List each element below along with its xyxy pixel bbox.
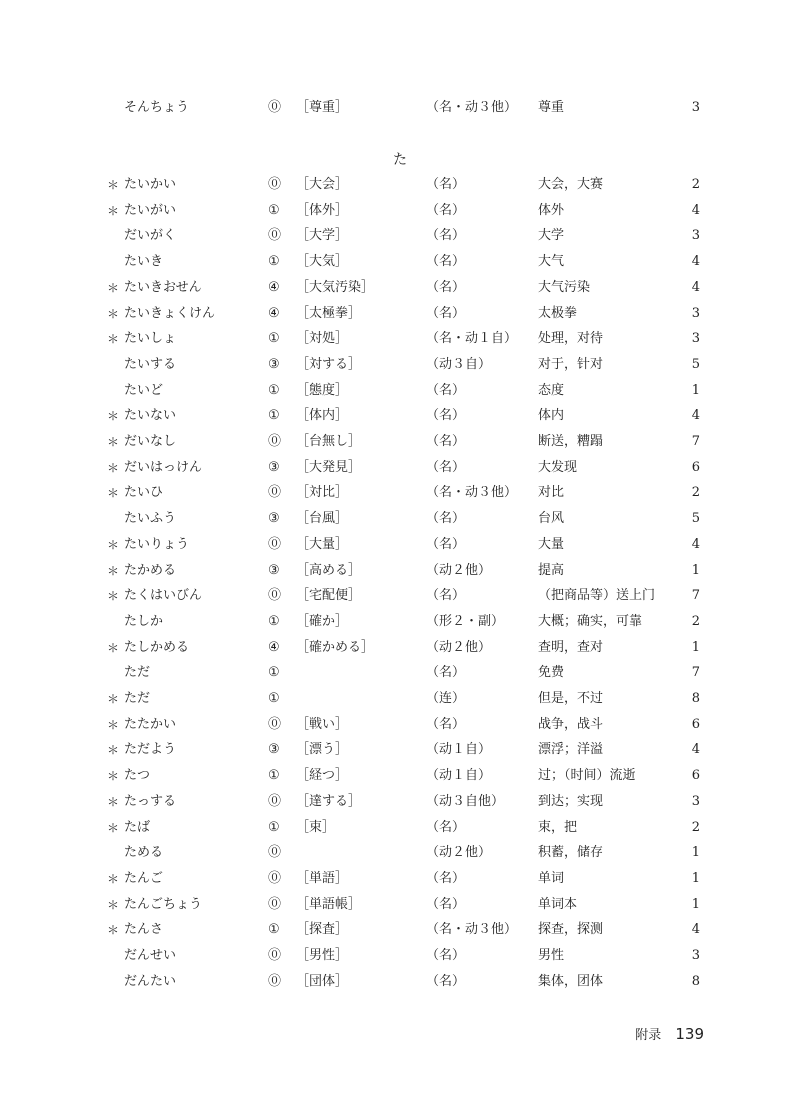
new-word-mark: ＊ bbox=[107, 486, 120, 500]
entry-accent: ⓪ bbox=[268, 100, 282, 115]
new-word-mark: ＊ bbox=[107, 307, 120, 321]
entry-accent: ① bbox=[268, 820, 280, 835]
vocab-entry bbox=[0, 480, 800, 506]
vocab-entry bbox=[0, 737, 800, 763]
entry-part-of-speech: （名） bbox=[426, 280, 466, 295]
entry-reading: だいはっけん bbox=[124, 460, 203, 475]
entry-accent: ① bbox=[268, 614, 280, 629]
vocab-entry bbox=[0, 840, 800, 866]
entry-reading: だいなし bbox=[124, 434, 177, 449]
entry-kanji: ［対処］ bbox=[296, 331, 349, 346]
vocab-entry bbox=[0, 583, 800, 609]
entry-kanji: ［達する］ bbox=[296, 794, 362, 809]
entry-part-of-speech: （名・动３他） bbox=[426, 100, 518, 115]
page-footer bbox=[635, 1024, 704, 1046]
vocab-entry bbox=[0, 943, 800, 969]
page-number: 139 bbox=[675, 1025, 704, 1043]
entry-part-of-speech: （名・动３他） bbox=[426, 485, 518, 500]
entry-reading: たしか bbox=[124, 614, 164, 629]
entry-reading: たいひ bbox=[124, 485, 164, 500]
entry-part-of-speech: （名） bbox=[426, 717, 466, 732]
entry-reading: そんちょう bbox=[124, 100, 190, 115]
entry-kanji: ［探査］ bbox=[296, 922, 349, 937]
entry-accent: ⓪ bbox=[268, 871, 282, 886]
entry-accent: ① bbox=[268, 331, 280, 346]
entry-lesson-number: 2 bbox=[691, 614, 700, 629]
new-word-mark: ＊ bbox=[107, 409, 120, 423]
entry-part-of-speech: （动２他） bbox=[426, 845, 492, 860]
entry-accent: ① bbox=[268, 383, 280, 398]
entry-kanji: ［台風］ bbox=[296, 511, 349, 526]
entry-accent: ⓪ bbox=[268, 794, 282, 809]
entry-meaning: 但是，不过 bbox=[538, 691, 604, 706]
vocab-entry bbox=[0, 635, 800, 661]
entry-kanji: ［戦い］ bbox=[296, 717, 349, 732]
new-word-mark: ＊ bbox=[107, 692, 120, 706]
entry-accent: ⓪ bbox=[268, 228, 282, 243]
entry-kanji: ［束］ bbox=[296, 820, 336, 835]
entry-lesson-number: 3 bbox=[691, 228, 700, 243]
entry-part-of-speech: （名） bbox=[426, 383, 466, 398]
entry-lesson-number: 1 bbox=[691, 897, 700, 912]
entry-accent: ⓪ bbox=[268, 177, 282, 192]
entry-meaning: 集体，团体 bbox=[538, 974, 604, 989]
new-word-mark: ＊ bbox=[107, 821, 120, 835]
vocab-entry bbox=[0, 429, 800, 455]
entry-kanji: ［漂う］ bbox=[296, 742, 349, 757]
entry-kanji: ［体外］ bbox=[296, 203, 349, 218]
entry-part-of-speech: （动２他） bbox=[426, 640, 492, 655]
entry-lesson-number: 7 bbox=[691, 434, 700, 449]
entry-kanji: ［大発見］ bbox=[296, 460, 362, 475]
entry-meaning: 大气污染 bbox=[538, 280, 591, 295]
vocab-entry bbox=[0, 917, 800, 943]
new-word-mark: ＊ bbox=[107, 641, 120, 655]
entry-part-of-speech: （名） bbox=[426, 434, 466, 449]
entry-lesson-number: 8 bbox=[691, 974, 700, 989]
entry-part-of-speech: （名） bbox=[426, 408, 466, 423]
vocab-entry bbox=[0, 198, 800, 224]
entry-accent: ① bbox=[268, 408, 280, 423]
vocab-entry bbox=[0, 558, 800, 584]
vocab-entry bbox=[0, 301, 800, 327]
entry-reading: たいりょう bbox=[124, 537, 190, 552]
entry-kanji: ［体内］ bbox=[296, 408, 349, 423]
entry-lesson-number: 4 bbox=[691, 254, 700, 269]
entry-meaning: 大概；确实，可靠 bbox=[538, 614, 643, 629]
vocab-entry bbox=[0, 275, 800, 301]
vocab-entry bbox=[0, 326, 800, 352]
entry-meaning: 断送，糟蹋 bbox=[538, 434, 604, 449]
entry-kanji: ［確かめる］ bbox=[296, 640, 375, 655]
entry-reading: たいきおせん bbox=[124, 280, 202, 295]
entry-reading: たいかい bbox=[124, 177, 177, 192]
entry-meaning: 对于，针对 bbox=[538, 357, 604, 372]
entry-kanji: ［台無し］ bbox=[296, 434, 362, 449]
new-word-mark: ＊ bbox=[107, 564, 120, 578]
entry-reading: だんたい bbox=[124, 974, 177, 989]
entry-meaning: 查明，查对 bbox=[538, 640, 604, 655]
vocab-entry bbox=[0, 532, 800, 558]
entry-meaning: 太极拳 bbox=[538, 306, 578, 321]
entry-reading: ただ bbox=[124, 691, 151, 706]
entry-accent: ⓪ bbox=[268, 845, 282, 860]
entry-kanji: ［宅配便］ bbox=[296, 588, 362, 603]
vocab-entry bbox=[0, 969, 800, 995]
vocab-entry bbox=[0, 866, 800, 892]
entry-part-of-speech: （动３自他） bbox=[426, 794, 505, 809]
entry-lesson-number: 3 bbox=[691, 306, 700, 321]
vocab-entry bbox=[0, 660, 800, 686]
entry-meaning: 处理，对待 bbox=[538, 331, 604, 346]
entry-lesson-number: 4 bbox=[691, 203, 700, 218]
entry-lesson-number: 1 bbox=[691, 383, 700, 398]
entry-accent: ① bbox=[268, 922, 280, 937]
entry-accent: ④ bbox=[268, 640, 280, 655]
entry-part-of-speech: （名） bbox=[426, 203, 466, 218]
entry-reading: たいする bbox=[124, 357, 177, 372]
entry-reading: たいない bbox=[124, 408, 177, 423]
entry-kanji: ［太極拳］ bbox=[296, 306, 362, 321]
entry-lesson-number: 2 bbox=[691, 177, 700, 192]
entry-part-of-speech: （动３自） bbox=[426, 357, 492, 372]
entry-meaning: 积蓄，储存 bbox=[538, 845, 604, 860]
entry-lesson-number: 1 bbox=[691, 563, 700, 578]
entry-lesson-number: 1 bbox=[691, 845, 700, 860]
entry-kanji: ［態度］ bbox=[296, 383, 349, 398]
vocab-entry bbox=[0, 378, 800, 404]
entry-accent: ③ bbox=[268, 742, 280, 757]
entry-meaning: 探查，探测 bbox=[538, 922, 604, 937]
entry-part-of-speech: （动２他） bbox=[426, 563, 492, 578]
entry-kanji: ［団体］ bbox=[296, 974, 349, 989]
entry-meaning: 台风 bbox=[538, 511, 565, 526]
vocab-entry bbox=[0, 712, 800, 738]
vocab-entry bbox=[0, 609, 800, 635]
entry-kanji: ［経つ］ bbox=[296, 768, 349, 783]
entry-meaning: 免费 bbox=[538, 665, 565, 680]
entry-reading: たいがい bbox=[124, 203, 177, 218]
entry-meaning: 漂浮；洋溢 bbox=[538, 742, 604, 757]
entry-kanji: ［尊重］ bbox=[296, 100, 349, 115]
entry-kanji: ［対比］ bbox=[296, 485, 349, 500]
vocab-entry bbox=[0, 789, 800, 815]
entry-accent: ① bbox=[268, 768, 280, 783]
new-word-mark: ＊ bbox=[107, 281, 120, 295]
entry-part-of-speech: （名） bbox=[426, 537, 466, 552]
entry-part-of-speech: （名） bbox=[426, 177, 466, 192]
entry-accent: ⓪ bbox=[268, 974, 282, 989]
appendix-label: 附录 bbox=[635, 1028, 662, 1043]
entry-meaning: 大会，大赛 bbox=[538, 177, 604, 192]
entry-reading: ただよう bbox=[124, 742, 177, 757]
vocab-entry bbox=[0, 686, 800, 712]
entry-meaning: 尊重 bbox=[538, 100, 565, 115]
section-heading: た bbox=[393, 152, 407, 168]
vocab-entry-top bbox=[0, 95, 800, 121]
entry-reading: たんさ bbox=[124, 922, 164, 937]
entry-accent: ⓪ bbox=[268, 897, 282, 912]
entry-accent: ③ bbox=[268, 357, 280, 372]
entry-meaning: 到达；实现 bbox=[538, 794, 604, 809]
entry-part-of-speech: （名） bbox=[426, 948, 466, 963]
entry-lesson-number: 4 bbox=[691, 922, 700, 937]
vocab-entry bbox=[0, 172, 800, 198]
entry-lesson-number: 6 bbox=[691, 460, 700, 475]
entry-reading: たいきょくけん bbox=[124, 306, 216, 321]
entry-lesson-number: 7 bbox=[691, 588, 700, 603]
entry-part-of-speech: （名） bbox=[426, 897, 466, 912]
entry-lesson-number: 5 bbox=[691, 357, 700, 372]
entry-lesson-number: 3 bbox=[691, 331, 700, 346]
new-word-mark: ＊ bbox=[107, 795, 120, 809]
entry-lesson-number: 1 bbox=[691, 640, 700, 655]
entry-reading: たいき bbox=[124, 254, 164, 269]
vocab-entry bbox=[0, 352, 800, 378]
new-word-mark: ＊ bbox=[107, 204, 120, 218]
new-word-mark: ＊ bbox=[107, 589, 120, 603]
entry-accent: ⓪ bbox=[268, 948, 282, 963]
entry-part-of-speech: （动１自） bbox=[426, 768, 492, 783]
entry-meaning: 态度 bbox=[538, 383, 565, 398]
new-word-mark: ＊ bbox=[107, 435, 120, 449]
entry-accent: ④ bbox=[268, 306, 280, 321]
entry-kanji: ［確か］ bbox=[296, 614, 349, 629]
entry-part-of-speech: （形２・副） bbox=[426, 614, 505, 629]
entry-reading: だんせい bbox=[124, 948, 177, 963]
entry-lesson-number: 2 bbox=[691, 820, 700, 835]
entry-meaning: 对比 bbox=[538, 485, 565, 500]
entry-kanji: ［単語帳］ bbox=[296, 897, 362, 912]
entry-kanji: ［大気汚染］ bbox=[296, 280, 375, 295]
entry-meaning: 束，把 bbox=[538, 820, 578, 835]
entry-lesson-number: 3 bbox=[691, 794, 700, 809]
entry-reading: たいふう bbox=[124, 511, 177, 526]
new-word-mark: ＊ bbox=[107, 538, 120, 552]
entry-accent: ① bbox=[268, 665, 280, 680]
entry-reading: たくはいびん bbox=[124, 588, 203, 603]
entry-meaning: 大发现 bbox=[538, 460, 578, 475]
entry-kanji: ［男性］ bbox=[296, 948, 349, 963]
entry-lesson-number: 6 bbox=[691, 717, 700, 732]
entry-lesson-number: 7 bbox=[691, 665, 700, 680]
entry-lesson-number: 4 bbox=[691, 408, 700, 423]
entry-meaning: （把商品等）送上门 bbox=[538, 588, 656, 603]
entry-accent: ③ bbox=[268, 460, 280, 475]
entry-kanji: ［対する］ bbox=[296, 357, 362, 372]
entry-lesson-number: 8 bbox=[691, 691, 700, 706]
entry-reading: たっする bbox=[124, 794, 177, 809]
vocab-entry bbox=[0, 506, 800, 532]
entry-meaning: 单词 bbox=[538, 871, 565, 886]
entry-meaning: 体外 bbox=[538, 203, 565, 218]
entry-reading: たしかめる bbox=[124, 640, 190, 655]
entry-meaning: 战争，战斗 bbox=[538, 717, 604, 732]
entry-reading: たつ bbox=[124, 768, 151, 783]
entry-accent: ⓪ bbox=[268, 434, 282, 449]
new-word-mark: ＊ bbox=[107, 898, 120, 912]
entry-accent: ① bbox=[268, 254, 280, 269]
vocab-entry bbox=[0, 815, 800, 841]
entry-accent: ④ bbox=[268, 280, 280, 295]
entry-meaning: 大气 bbox=[538, 254, 565, 269]
entry-meaning: 提高 bbox=[538, 563, 565, 578]
entry-part-of-speech: （连） bbox=[426, 691, 466, 706]
entry-lesson-number: 1 bbox=[691, 871, 700, 886]
entry-part-of-speech: （名） bbox=[426, 306, 466, 321]
entry-reading: たんごちょう bbox=[124, 897, 203, 912]
new-word-mark: ＊ bbox=[107, 461, 120, 475]
entry-part-of-speech: （名） bbox=[426, 974, 466, 989]
vocab-entry bbox=[0, 892, 800, 918]
entry-lesson-number: 2 bbox=[691, 485, 700, 500]
entry-accent: ⓪ bbox=[268, 588, 282, 603]
entry-reading: だいがく bbox=[124, 228, 177, 243]
entry-lesson-number: 4 bbox=[691, 537, 700, 552]
entry-reading: たば bbox=[124, 820, 151, 835]
entry-lesson-number: 4 bbox=[691, 742, 700, 757]
new-word-mark: ＊ bbox=[107, 872, 120, 886]
new-word-mark: ＊ bbox=[107, 769, 120, 783]
entry-part-of-speech: （名） bbox=[426, 511, 466, 526]
entry-part-of-speech: （名） bbox=[426, 820, 466, 835]
entry-kanji: ［単語］ bbox=[296, 871, 349, 886]
entry-accent: ⓪ bbox=[268, 485, 282, 500]
entry-lesson-number: 3 bbox=[691, 948, 700, 963]
entry-meaning: 大学 bbox=[538, 228, 565, 243]
entry-kanji: ［大気］ bbox=[296, 254, 349, 269]
vocab-entry bbox=[0, 223, 800, 249]
entry-kanji: ［高める］ bbox=[296, 563, 362, 578]
entry-accent: ⓪ bbox=[268, 537, 282, 552]
entry-part-of-speech: （名） bbox=[426, 254, 466, 269]
entry-meaning: 单词本 bbox=[538, 897, 578, 912]
new-word-mark: ＊ bbox=[107, 718, 120, 732]
entry-part-of-speech: （名） bbox=[426, 665, 466, 680]
entry-part-of-speech: （名） bbox=[426, 460, 466, 475]
new-word-mark: ＊ bbox=[107, 332, 120, 346]
entry-lesson-number: 6 bbox=[691, 768, 700, 783]
vocab-entry bbox=[0, 249, 800, 275]
entry-reading: ただ bbox=[124, 665, 151, 680]
entry-kanji: ［大会］ bbox=[296, 177, 349, 192]
entry-part-of-speech: （名・动１自） bbox=[426, 331, 518, 346]
entry-lesson-number: 4 bbox=[691, 280, 700, 295]
entry-accent: ③ bbox=[268, 563, 280, 578]
entry-meaning: 体内 bbox=[538, 408, 565, 423]
new-word-mark: ＊ bbox=[107, 743, 120, 757]
entry-part-of-speech: （名） bbox=[426, 588, 466, 603]
entry-meaning: 过；（时间）流逝 bbox=[538, 768, 636, 783]
new-word-mark: ＊ bbox=[107, 923, 120, 937]
entry-reading: ためる bbox=[124, 845, 164, 860]
entry-accent: ③ bbox=[268, 511, 280, 526]
entry-lesson-number: 3 bbox=[691, 100, 700, 115]
entry-reading: たいど bbox=[124, 383, 164, 398]
vocab-entry bbox=[0, 455, 800, 481]
new-word-mark: ＊ bbox=[107, 178, 120, 192]
entry-reading: たいしょ bbox=[124, 331, 177, 346]
entry-reading: たんご bbox=[124, 871, 164, 886]
entry-part-of-speech: （动１自） bbox=[426, 742, 492, 757]
entry-meaning: 男性 bbox=[538, 948, 565, 963]
entry-meaning: 大量 bbox=[538, 537, 565, 552]
entry-accent: ⓪ bbox=[268, 717, 282, 732]
entry-accent: ① bbox=[268, 203, 280, 218]
entry-reading: たかめる bbox=[124, 563, 177, 578]
entry-kanji: ［大学］ bbox=[296, 228, 349, 243]
vocab-entry bbox=[0, 403, 800, 429]
entry-accent: ① bbox=[268, 691, 280, 706]
entry-part-of-speech: （名） bbox=[426, 871, 466, 886]
entry-part-of-speech: （名） bbox=[426, 228, 466, 243]
entry-kanji: ［大量］ bbox=[296, 537, 349, 552]
vocab-entry bbox=[0, 763, 800, 789]
entry-reading: たたかい bbox=[124, 717, 177, 732]
entry-part-of-speech: （名・动３他） bbox=[426, 922, 518, 937]
entry-lesson-number: 5 bbox=[691, 511, 700, 526]
